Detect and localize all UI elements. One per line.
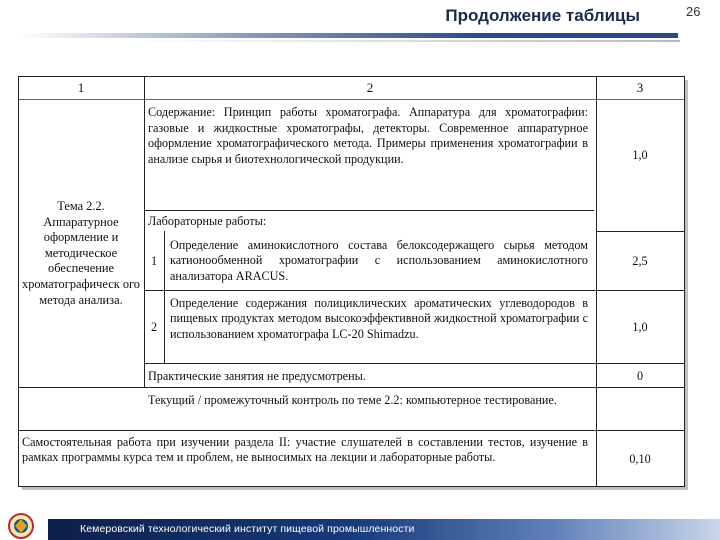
column-header-1: 1 [77,80,85,95]
practical-cell: Практические занятия не предусмотрены. [148,369,366,383]
lab-text: Определение аминокислотного состава белоксодержащего сырья методом катионообменной хроматографии с использованием аминокислотного анализатора ARACUS. [170,238,588,283]
lab-text: Определение содержания полициклических ароматических углеводородов в пищевых продуктах методом высокоэффективной жидкостной хроматографии с использованием хроматографа LC-20 Shimadzu. [170,296,588,341]
content-hours: 1,0 [632,148,648,162]
footer-institution: Кемеровский технологический институт пищевой промышленности [80,523,415,535]
topic-cell: Тема 2.2. Аппаратурное оформление и методическое обеспечение хроматографическ ого метода анализа. [22,199,140,307]
column-header-2: 2 [366,80,374,95]
lab-number: 2 [150,320,158,334]
independent-hours: 0,10 [629,452,651,466]
practical-hours: 0 [636,369,644,383]
independent-work-cell: Самостоятельная работа при изучении раздела II: участие слушателей в составлении тестов, изучение в рамках программы курса тем и проблем, не выносимых на лекции и лабораторные работы. [22,435,588,465]
column-header-3: 3 [636,80,644,95]
control-cell: Текущий / промежуточный контроль по теме 2.2: компьютерное тестирование. [148,393,557,407]
header-divider [18,33,678,38]
lab-number: 1 [150,254,158,268]
content-cell: Содержание: Принцип работы хроматографа. Аппаратура для хроматографии: газовые и жидкостные хроматографы, детекторы. Современное аппаратурное оформление хроматографического метода. Примеры применения хроматографии в анализе сырья и биотехнологической продукции. [148,105,588,166]
header-divider-thin [120,40,680,42]
labs-heading: Лабораторные работы: [148,214,267,228]
lab-hours: 1,0 [632,320,648,334]
page-number: 26 [686,4,701,19]
institute-logo-icon [2,510,40,540]
page-title: Продолжение таблицы [445,6,640,25]
lab-hours: 2,5 [632,254,648,268]
